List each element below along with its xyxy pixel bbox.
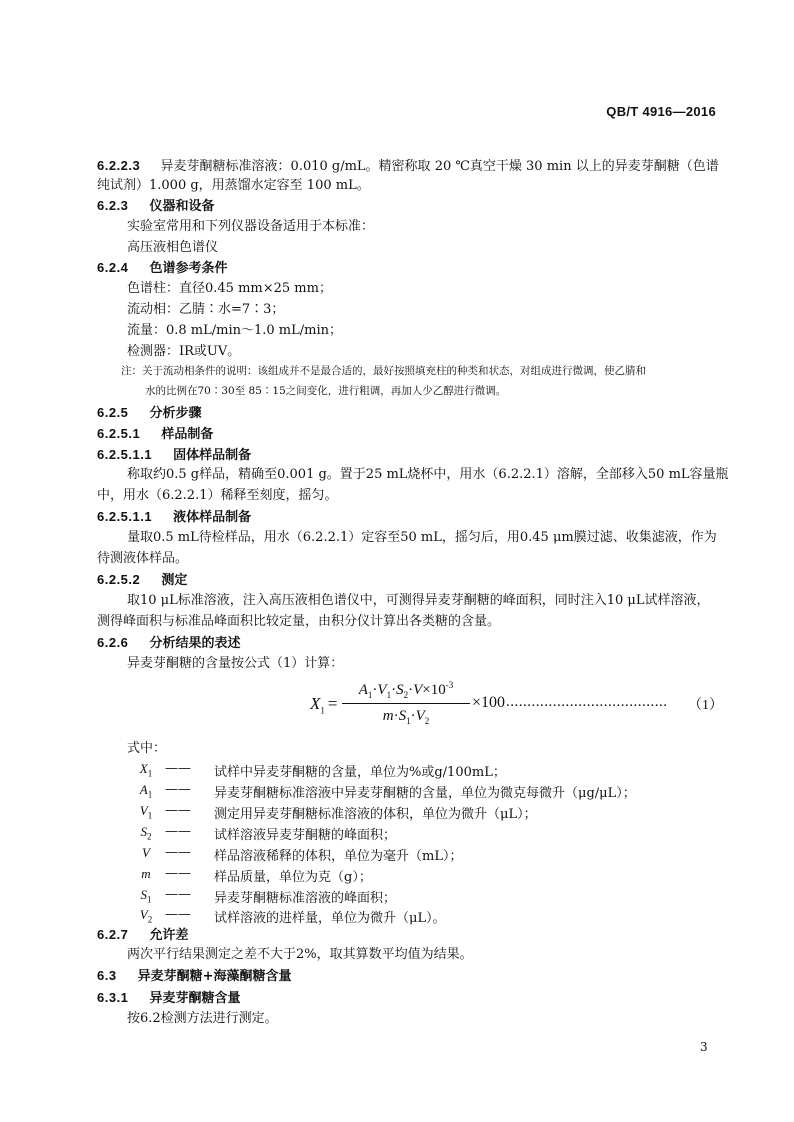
- formula-lhs: $X_1$ =: [310, 694, 338, 716]
- note-line1: 注：关于流动相条件的说明：该组成并不是最合适的，最好按照填充柱的种类和状态，对组成进行微调，使乙腈和: [121, 365, 646, 377]
- variable-description: 样品质量，单位为克（g）；: [214, 870, 372, 885]
- heading-6252: [97, 571, 187, 590]
- variable-symbol: $V_1$: [139, 803, 153, 821]
- variable-description: 试样溶液的进样量，单位为微升（μL）。: [214, 911, 446, 926]
- variable-dash: ——: [165, 803, 191, 818]
- para-623-text1: 实验室常用和下列仪器设备适用于本标准：: [127, 219, 375, 234]
- clause-title: 样品制备: [161, 427, 214, 442]
- variable-description: 样品溶液稀释的体积，单位为毫升（mL）；: [214, 849, 463, 864]
- variable-symbol: $S_2$: [140, 824, 152, 842]
- formula-denominator: $m\cdot S_1\cdot V_2$: [382, 708, 430, 726]
- heading-62511b: [97, 508, 251, 527]
- variable-description: 试样中异麦芽酮糖的含量，单位为%或g/100mL；: [214, 765, 506, 780]
- clause-title: 分析步骤: [149, 406, 202, 421]
- standard-id: QB/T 4916—2016: [606, 104, 716, 119]
- variable-dash: ——: [165, 761, 191, 776]
- heading-63: [97, 967, 292, 986]
- formula-1: [300, 680, 723, 730]
- heading-626: [97, 634, 241, 653]
- variable-dash: ——: [165, 907, 191, 922]
- formula-number: （1）: [688, 698, 723, 713]
- para-62511b-text1: 量取0.5 mL待检样品，用水（6.2.2.1）定容至50 mL，摇匀后，用0.45 μm膜过滤、收集滤液，作为: [127, 530, 717, 545]
- clause-title: 测定: [161, 573, 188, 588]
- formula-numerator: $A_1\cdot V_1\cdot S_2\cdot V\times 10^{-3}$: [358, 680, 454, 700]
- para-62511-text1: 称取约0.5 g样品，精确至0.001 g。置于25 mL烧杯中，用水（6.2.2.1）溶解，全部移入50 mL容量瓶: [127, 467, 729, 482]
- where-label: 式中：: [127, 741, 167, 756]
- condition-detector: 检测器：IR或UV。: [127, 344, 241, 359]
- para-6252-text1: 取10 μL标准溶液，注入高压液相色谱仪中，可测得异麦芽酮糖的峰面积，同时注入10 μL试样溶液，: [127, 593, 710, 608]
- variable-symbol: V: [142, 845, 150, 860]
- variable-dash: ——: [165, 845, 191, 860]
- clause-title: 异麦芽酮糖+海藻酮糖含量: [137, 969, 292, 984]
- variable-dash: ——: [165, 782, 191, 797]
- formula-multiplier: ×100: [472, 694, 506, 711]
- para-631-text: 按6.2检测方法进行测定。: [127, 1011, 278, 1026]
- para-6223-cont: 纯试剂）1.000 g，用蒸馏水定容至 100 mL。: [97, 178, 370, 193]
- clause-number: 6.3: [97, 968, 117, 983]
- variable-description: 试样溶液异麦芽酮糖的峰面积；: [214, 828, 397, 843]
- variable-dash: ——: [165, 824, 191, 839]
- clause-title: 异麦芽酮糖含量: [149, 991, 241, 1006]
- heading-625: [97, 404, 202, 423]
- condition-flow: 流量：0.8 mL/min～1.0 mL/min；: [127, 323, 343, 338]
- variable-description: 异麦芽酮糖标准溶液中异麦芽酮糖的含量，单位为微克每微升（μg/μL）；: [214, 786, 636, 801]
- clause-title: 固体样品制备: [173, 448, 252, 463]
- clause-number: 6.2.2.3: [97, 158, 141, 173]
- clause-number: 6.2.6: [97, 635, 129, 650]
- clause-title: 分析结果的表述: [149, 636, 241, 651]
- clause-number: 6.2.5.1.1: [97, 509, 153, 524]
- clause-text: 异麦芽酮糖标准溶液：0.010 g/mL。精密称取 20 ℃真空干燥 30 min 以上的异麦芽酮糖（色谱: [160, 159, 719, 174]
- variable-dash: ——: [165, 887, 191, 902]
- variable-symbol: m: [141, 866, 151, 881]
- variable-symbol: $A_1$: [139, 782, 153, 800]
- variable-symbol: $V_2$: [139, 907, 153, 925]
- clause-title: 液体样品制备: [173, 510, 252, 525]
- fraction-bar: [342, 703, 470, 704]
- para-6223: [97, 157, 719, 176]
- heading-627: [97, 926, 189, 945]
- clause-number: 6.2.5: [97, 405, 129, 420]
- heading-6251: [97, 425, 213, 444]
- page-number: 3: [700, 1040, 708, 1054]
- clause-number: 6.2.5.1.1: [97, 447, 153, 462]
- note-line2: 水的比例在70∶30至 85∶15之间变化，进行粗调，再加人少乙醇进行微调。: [145, 385, 507, 397]
- variable-description: 异麦芽酮糖标准溶液的峰面积；: [214, 891, 397, 906]
- heading-623: [97, 197, 215, 216]
- variable-symbol: $S_1$: [140, 887, 152, 905]
- clause-number: 6.2.7: [97, 927, 129, 942]
- clause-number: 6.2.4: [97, 260, 129, 275]
- heading-62511: [97, 446, 251, 465]
- heading-631: [97, 989, 241, 1008]
- clause-number: 6.2.5.2: [97, 572, 141, 587]
- para-623-text2: 高压液相色谱仪: [127, 240, 219, 255]
- clause-title: 允许差: [149, 928, 189, 943]
- clause-title: 色谱参考条件: [149, 261, 228, 276]
- para-626-text: 异麦芽酮糖的含量按公式（1）计算：: [127, 656, 344, 671]
- variable-symbol: $X_1$: [139, 761, 153, 779]
- clause-number: 6.2.5.1: [97, 426, 141, 441]
- variable-description: 测定用异麦芽酮糖标准溶液的体积，单位为微升（μL）；: [214, 807, 537, 822]
- condition-mobile-phase: 流动相：乙腈∶水=7∶3；: [127, 302, 285, 317]
- clause-number: 6.3.1: [97, 990, 129, 1005]
- heading-624: [97, 259, 228, 278]
- variable-dash: ——: [165, 866, 191, 881]
- formula-leader-dots: ......................................: [506, 694, 668, 710]
- para-62511b-text2: 待测液体样品。: [97, 551, 189, 566]
- condition-column: 色谱柱：直径0.45 mm×25 mm；: [127, 281, 332, 296]
- para-627-text: 两次平行结果测定之差不大于2%，取其算数平均值为结果。: [127, 947, 473, 962]
- clause-number: 6.2.3: [97, 198, 129, 213]
- para-62511-text2: 中，用水（6.2.2.1）稀释至刻度，摇匀。: [97, 488, 338, 503]
- para-6252-text2: 测得峰面积与标准品峰面积比较定量，由积分仪计算出各类糖的含量。: [97, 614, 501, 629]
- clause-title: 仪器和设备: [149, 199, 215, 214]
